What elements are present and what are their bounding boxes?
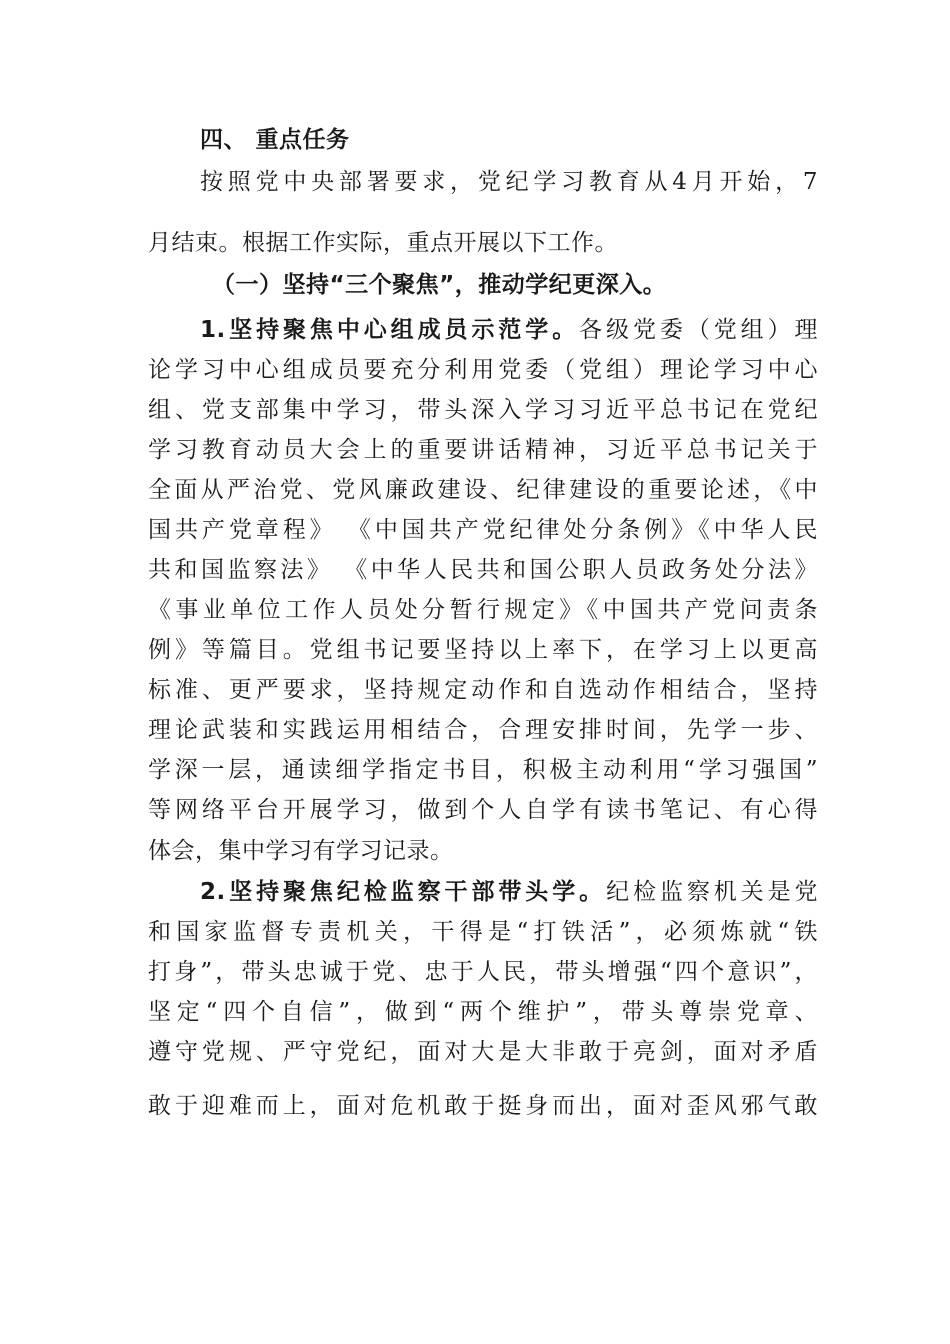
item1-line-14: 体会，集中学习有学习记录。 (148, 838, 454, 864)
item1-line-6: 国共产党章程》 《中国共产党纪律处分条例》《中华人民 (148, 517, 818, 543)
item1-line-11: 理论武装和实践运用相结合，合理安排时间，先学一步、 (148, 717, 818, 743)
intro-line-1: 按照党中央部署要求，党纪学习教育从4月开始，7 (200, 169, 818, 195)
item1-line-7: 共和国监察法》 《中华人民共和国公职人员政务处分法》 (148, 557, 818, 583)
item2-line1-rest: 纪检监察机关是党 (606, 879, 819, 905)
item1-line-9: 例》等篇目。党组书记要坚持以上率下，在学习上以更高 (148, 637, 818, 663)
item1-line1-rest: 各级党委（党组）理 (579, 317, 819, 343)
item2-lead: 2.坚持聚焦纪检监察干部带头学。 (200, 879, 607, 905)
item1-line-13: 等网络平台开展学习，做到个人自学有读书笔记、有心得 (148, 797, 818, 823)
item1-line-2: 论学习中心组成员要充分利用党委（党组）理论学习中心 (148, 357, 818, 383)
item1-line-3: 组、党支部集中学习，带头深入学习习近平总书记在党纪 (148, 397, 818, 423)
item1-lead: 1.坚持聚焦中心组成员示范学。 (200, 317, 580, 343)
item2-line-4: 坚定“四个自信”，做到“两个维护”，带头尊崇党章、 (148, 999, 818, 1025)
intro-line-2: 月结束。根据工作实际，重点开展以下工作。 (148, 230, 618, 256)
item1-line-12: 学深一层，通读细学指定书目，积极主动利用“学习强国” (148, 757, 818, 783)
item1-first-line (200, 315, 818, 345)
item1-line-4: 学习教育动员大会上的重要讲话精神，习近平总书记关于 (148, 437, 818, 463)
item1-line-5: 全面从严治党、党风廉政建设、纪律建设的重要论述，《中 (148, 477, 818, 503)
item2-line-2: 和国家监督专责机关，干得是“打铁活”，必须炼就“铁 (148, 919, 818, 945)
item2-first-line (200, 877, 818, 907)
item1-line-10: 标准、更严要求，坚持规定动作和自选动作相结合，坚持 (148, 677, 818, 703)
item2-line-3: 打身”，带头忠诚于党、忠于人民，带头增强“四个意识”， (148, 959, 818, 985)
item2-line-5: 遵守党规、严守党纪，面对大是大非敢于亮剑，面对矛盾 (148, 1039, 818, 1065)
section-heading: 四、 重点任务 (200, 127, 350, 153)
item2-line-6: 敢于迎难而上，面对危机敢于挺身而出，面对歪风邪气敢 (148, 1093, 818, 1119)
item1-line-8: 《事业单位工作人员处分暂行规定》《中国共产党问责条 (148, 597, 818, 623)
subsection-title: （一）坚持“三个聚焦”，推动学纪更深入。 (212, 272, 667, 298)
